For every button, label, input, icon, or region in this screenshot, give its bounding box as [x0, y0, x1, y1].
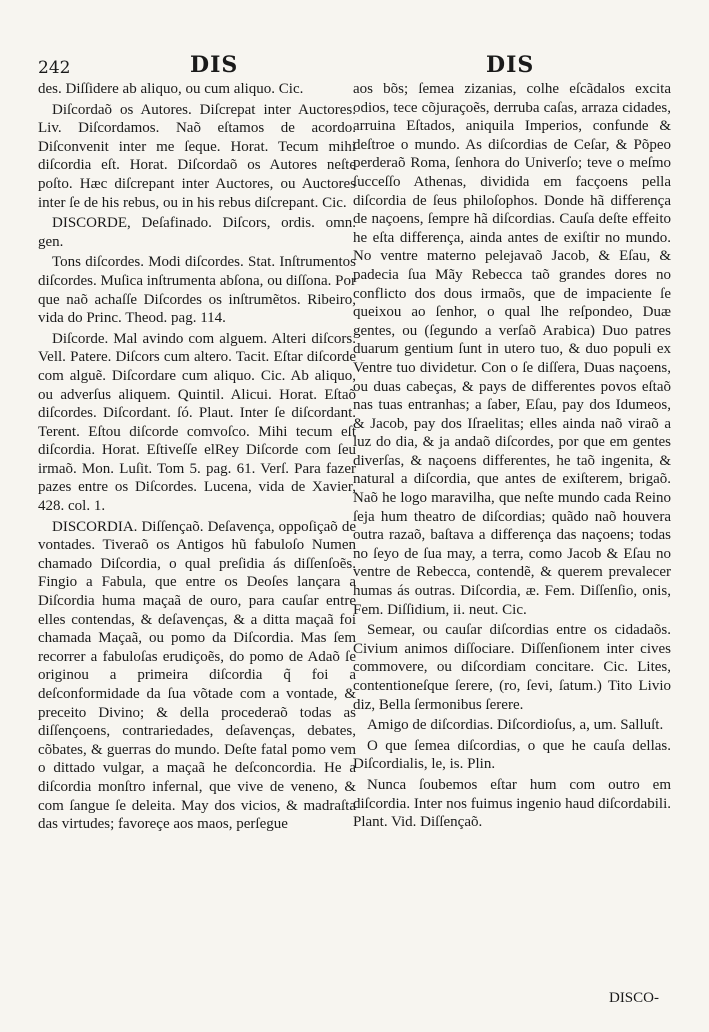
- entry-paragraph: Nunca ſoubemos eſtar hum com outro em diſcordia. Inter nos fuimus ingenio haud diſcordabili. Plant. Vid. Diſſençaõ.: [353, 776, 671, 831]
- entry-paragraph: Amigo de diſcordias. Diſcordioſus, a, um. Salluſt.: [367, 717, 664, 734]
- entry-paragraph: Tons diſcordes. Modi diſcordes. Stat. Inſtrumentos diſcordes. Muſica inſtrumenta abſona, ou diſſona. Por que naõ achaſſe Diſcordes os inſtrumẽtos. Ribeiro, vida do Princ. Theod. pag. 114.: [38, 254, 356, 327]
- right-column: [353, 80, 671, 834]
- entry-paragraph: DISCORDE, Deſafinado. Diſcors, ordis. omn. gen.: [38, 215, 356, 250]
- left-column: [38, 80, 356, 836]
- entry-paragraph: des. Diſſidere ab aliquo, ou cum aliquo. Cic.: [38, 81, 304, 97]
- entry-paragraph: Diſcorde. Mal avindo com alguem. Alteri diſcors. Vell. Patere. Diſcors cum altero. Tacit. Eſtar diſcorde com alguẽ. Diſcordare cum aliquo. Cic. Ab aliquo, ou adverſus aliquem. Quintil. Alicui. Horat. Eſtaõ diſcordes. Diſcordant. ſó. Plaut. Inter ſe diſcordant. Terent. Eſtou diſcorde comvoſco. Mihi tecum eſt diſcordia. Horat. Eſtiveſſe elRey Diſcorde com ſeu irmaõ. Mon. Luſit. Tom 5. pag. 61. Verſ. Para fazer pazes entre os Diſcordes. Lucena, vida de Xavier, 428. col. 1.: [38, 330, 356, 515]
- entry-paragraph: aos bõs; ſemea zizanias, colhe eſcãdalos excita odios, tece cõjuraçoẽs, derruba caſas, arraza cidades, arruina Eſtados, aniquila Imperios, confunde & deſtroe o mundo. As diſcordias de Ceſar, & Põpeo perderaõ Roma, ſenhora do Univerſo; teve o meſmo ſucceſſo Athenas, dividida em facçoens pella diſcordia de ſeus philoſophos. Donde hã differença de naçoens, ſempre hã diſcordias. Cauſa deſte effeito he eſta differença, ainda antes de exiſtir no mundo. No ventre materno pelejavaõ Jacob, & Eſau, & padecia ſua Mãy Rebecca taõ grandes dores no conflicto dos dous irmaõs, que de impaciente ſe queixou ao ſenhor, o qual lhe reſpondeo, Duæ gentes, ou (ſegundo a verſaõ Arabica) Duo patres duarum gentium ſunt in utero tuo, & duo populi ex Ventre tuo dividetur. Con o ſe diſſera, Duas naçoens, ou duas cabeças, & pays de differentes povos eſtaõ nas tuas entranhas; a ſaber, Eſau, pay dos Idumeos, & Jacob, pay dos Iſraelitas; elles ainda naõ viraõ a luz do dia, & ja andaõ diſcordes, por que em gentes diverſas, & naçoens differentes, he taõ ingenita, & natural a diſcordia, que antes de exiſterem, brigaõ. Naõ he logo maravilha, que neſte mundo cada Reino ſeja hum theatro de diſcordias; quãdo naõ houvera outra razaõ, baſtava a differença das naçoens; todas no ſeyo de ſua may, a terra, como Jacob & Eſau no ventre de Rebecca, contendẽ, & querem prevalecer humas ás outras. Diſcordia, æ. Fem. Diſſenſio, onis, Fem. Diſſidium, ii. neut. Cic.: [353, 81, 671, 618]
- catchword: DISCO-: [608, 990, 659, 1006]
- entry-paragraph: Diſcordaõ os Autores. Diſcrepat inter Auctores. Liv. Diſcordamos. Naõ eſtamos de acordo. Diſconvenit inter me ſeque. Horat. Tecum mihi diſcordia eſt. Horat. Diſcordaõ os Autores neſte poſto. Hæc diſcrepant inter Auctores, ou Auctores inter ſe de his rebus, ou in his rebus diſcrepant. Cic.: [38, 101, 356, 211]
- entry-paragraph: DISCORDIA. Diſſençaõ. Deſavença, oppoſiçaõ de vontades. Tiveraõ os Antigos hũ fabuloſo Numen chamado Diſcordia, o qual preſidia ás diſſenſoẽs. Fingio a Fabula, que entre os Deoſes lançara a Diſcordia huma maçaã de ouro, para cauſar entre elles contendas, & deſavenças, & a ditta maçaã foi chamada Maçaã, ou pomo da Diſcordia. Mas ſem recorrer a fabuloſas erudiçoẽs, do pomo de Adaõ ſe originou a primeira diſcordia q̃ foi a deſconformidade da ſua võtade com a vontade, & preceito Divino; & della procederaõ todas as diſſençoens, contrariedades, deſavenças, debates, cõbates, & guerras do mundo. Deſte fatal pomo vem o dittado vulgar, a maçaã he deſconcordia. He a diſcordia monſtro infernal, que vive de veneno, & com ſangue ſe deleita. May dos vicios, & madraſta das virtudes; favoreçe aos maos, perſegue: [38, 518, 356, 833]
- page-number: 242: [38, 58, 71, 78]
- entry-paragraph: Semear, ou cauſar diſcordias entre os cidadaõs. Civium animos diſſociare. Diſſenſionem inter cives commovere, ou diſcordiam concitare. Cic. Lites, contentioneſque ſerere, (ro, ſevi, ſatum.) Tito Livio diz, Bella ſermonibus ſerere.: [353, 622, 671, 713]
- right-running-head: DIS: [486, 52, 535, 78]
- left-running-head: DIS: [190, 52, 239, 78]
- entry-paragraph: O que ſemea diſcordias, o que he cauſa dellas. Diſcordialis, le, is. Plin.: [353, 737, 671, 773]
